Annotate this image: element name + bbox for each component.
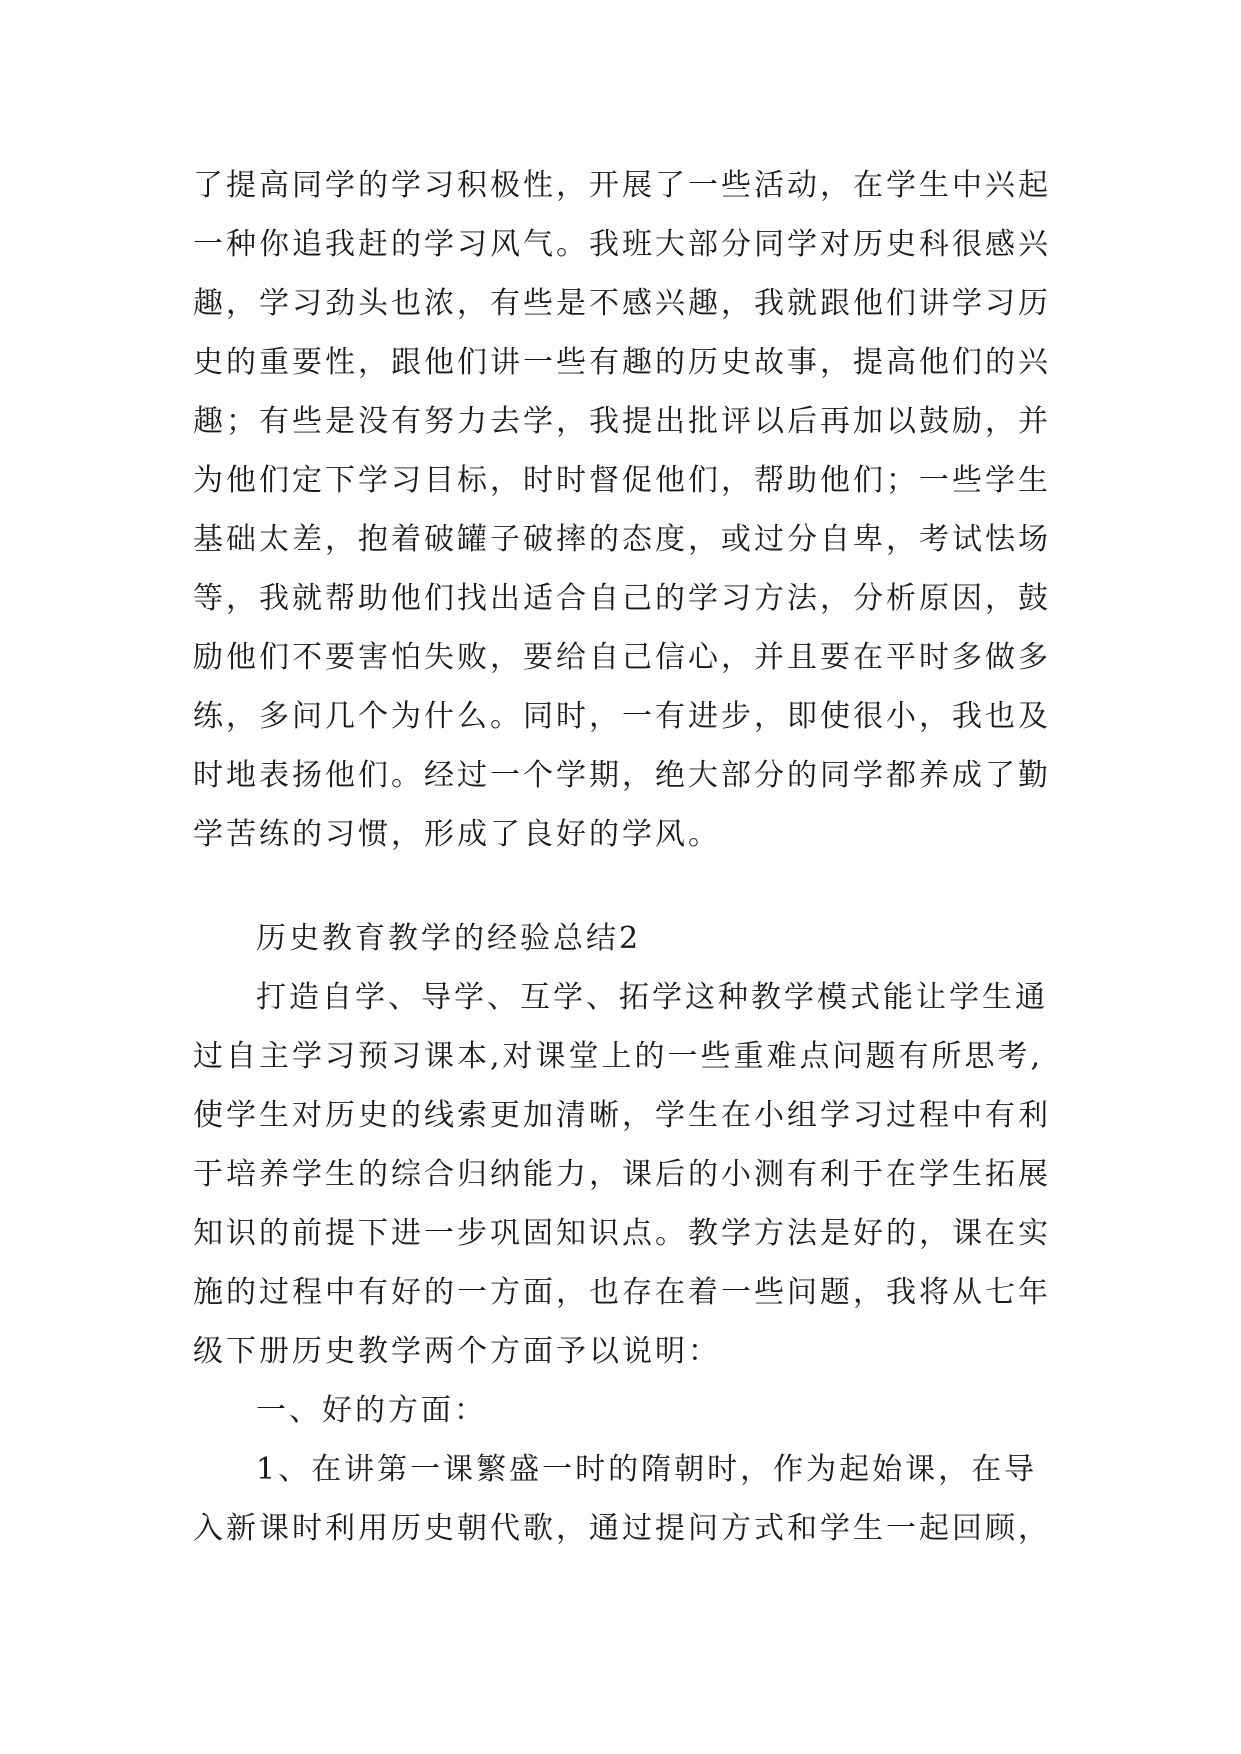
- text-line: 施的过程中有好的一方面，也存在着一些问题，我将从七年: [193, 1275, 1051, 1310]
- text-line: 知识的前提下进一步巩固知识点。教学方法是好的，课在实: [193, 1216, 1051, 1251]
- text-line: 过自主学习预习课本,对课堂上的一些重难点问题有所思考,: [193, 1039, 1044, 1074]
- paragraph-continued: [193, 156, 1053, 864]
- text-line: 励他们不要害怕失败，要给自己信心，并且要在平时多做多: [193, 640, 1051, 675]
- text-line: 一种你追我赶的学习风气。我班大部分同学对历史科很感兴: [193, 227, 1051, 262]
- section-title: 历史教育教学的经验总结2: [256, 921, 642, 956]
- text-line: 史的重要性，跟他们讲一些有趣的历史故事，提高他们的兴: [193, 345, 1051, 380]
- text-line: 基础太差，抱着破罐子破摔的态度，或过分自卑，考试怯场: [193, 522, 1051, 557]
- section-content: [193, 909, 1053, 1558]
- text-line: 级下册历史教学两个方面予以说明：: [193, 1334, 721, 1369]
- text-line: 练，多问几个为什么。同时，一有进步，即使很小，我也及: [193, 699, 1051, 734]
- text-line: 等，我就帮助他们找出适合自己的学习方法，分析原因，鼓: [193, 581, 1051, 616]
- text-line: 入新课时利用历史朝代歌，通过提问方式和学生一起回顾，: [193, 1511, 1051, 1546]
- text-line: 时地表扬他们。经过一个学期，绝大部分的同学都养成了勤: [193, 758, 1051, 793]
- text-line: 1、在讲第一课繁盛一时的隋朝时，作为起始课，在导: [256, 1452, 1038, 1487]
- subheading: 一、好的方面：: [256, 1393, 487, 1428]
- text-line: 为他们定下学习目标，时时督促他们，帮助他们；一些学生: [193, 463, 1051, 498]
- text-line: 于培养学生的综合归纳能力，课后的小测有利于在学生拓展: [193, 1157, 1051, 1192]
- text-line: 趣；有些是没有努力去学，我提出批评以后再加以鼓励，并: [193, 404, 1051, 439]
- text-line: 学苦练的习惯，形成了良好的学风。: [193, 817, 721, 852]
- text-line: 使学生对历史的线索更加清晰，学生在小组学习过程中有利: [193, 1098, 1051, 1133]
- text-line: 了提高同学的学习积极性，开展了一些活动，在学生中兴起: [193, 168, 1051, 203]
- text-line: 打造自学、导学、互学、拓学这种教学模式能让学生通: [256, 980, 1048, 1015]
- text-line: 趣，学习劲头也浓，有些是不感兴趣，我就跟他们讲学习历: [193, 286, 1051, 321]
